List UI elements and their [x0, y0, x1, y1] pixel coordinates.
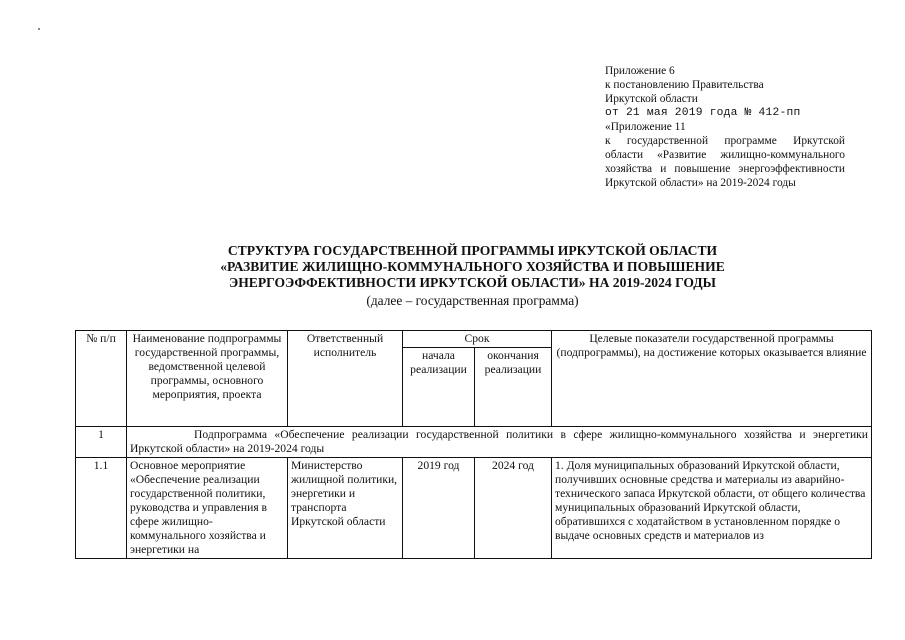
header-start: начала реализации — [403, 348, 475, 427]
start-year: 2019 год — [403, 458, 475, 559]
title-line-1: СТРУКТУРА ГОСУДАРСТВЕННОЙ ПРОГРАММЫ ИРКУТСКОЙ ОБЛАСТИ — [227, 243, 718, 258]
responsible-executor: Министерство жилищной политики, энергетики и транспорта Иркутской области — [288, 458, 403, 559]
scan-speck — [38, 28, 40, 30]
end-year: 2024 год — [475, 458, 552, 559]
page-bottom-margin — [0, 575, 905, 640]
program-structure-table — [75, 330, 872, 559]
header-executor: Ответственный исполнитель — [288, 331, 403, 427]
approval-line-region: Иркутской области — [605, 93, 698, 105]
header-num: № п/п — [76, 331, 127, 427]
header-name: Наименование подпрограммы государственной программы, ведомственной целевой программы, основного мероприятия, проекта — [127, 331, 288, 427]
target-indicator: 1. Доля муниципальных образований Иркутской области, получивших основные средства и материалы из аварийно-технического запаса Иркутской области, от общего количества муниципальных образований Иркутской области, обратившихся с ходатайством в установленном порядке о выдаче основных средств и материалов из — [552, 458, 872, 559]
table-row — [76, 458, 872, 559]
approval-date: от 21 мая 2019 года № 412-пп — [605, 107, 801, 119]
document-subtitle: (далее – государственная программа) — [366, 293, 579, 308]
row-num: 1.1 — [76, 458, 127, 559]
row-num: 1 — [76, 427, 127, 458]
activity-name: Основное мероприятие «Обеспечение реализации государственной политики, руководства и управления в сфере жилищно-коммунального хозяйства и энергетики на — [127, 458, 288, 559]
approval-block — [605, 64, 845, 190]
appendix-description: к государственной программе Иркутской области «Развитие жилищно-коммунального хозяйства и повышение энергоэффективности Иркутской области» на 2019-2024 годы — [605, 135, 845, 189]
approval-line-appendix: Приложение 6 — [605, 65, 675, 77]
title-line-2: «РАЗВИТИЕ ЖИЛИЩНО-КОММУНАЛЬНОГО ХОЗЯЙСТВА И ПОВЫШЕНИЕ — [220, 259, 725, 274]
document-title — [120, 243, 825, 291]
appendix-number: «Приложение 11 — [605, 121, 686, 133]
header-indicators: Целевые показатели государственной программы (подпрограммы), на достижение которых оказывается влияние — [552, 331, 872, 427]
subprogram-title: Подпрограмма «Обеспечение реализации государственной политики в сфере жилищно-коммунального хозяйства и энергетики Иркутской области» на 2019-2024 годы — [127, 427, 872, 458]
approval-line-resolution: к постановлению Правительства — [605, 79, 764, 91]
header-term: Срок — [403, 331, 552, 348]
title-line-3: ЭНЕРГОЭФФЕКТИВНОСТИ ИРКУТСКОЙ ОБЛАСТИ» НА 2019-2024 ГОДЫ — [228, 275, 716, 290]
header-end: окончания реализации — [475, 348, 552, 427]
table-row — [76, 427, 872, 458]
table-header-row — [76, 331, 872, 348]
